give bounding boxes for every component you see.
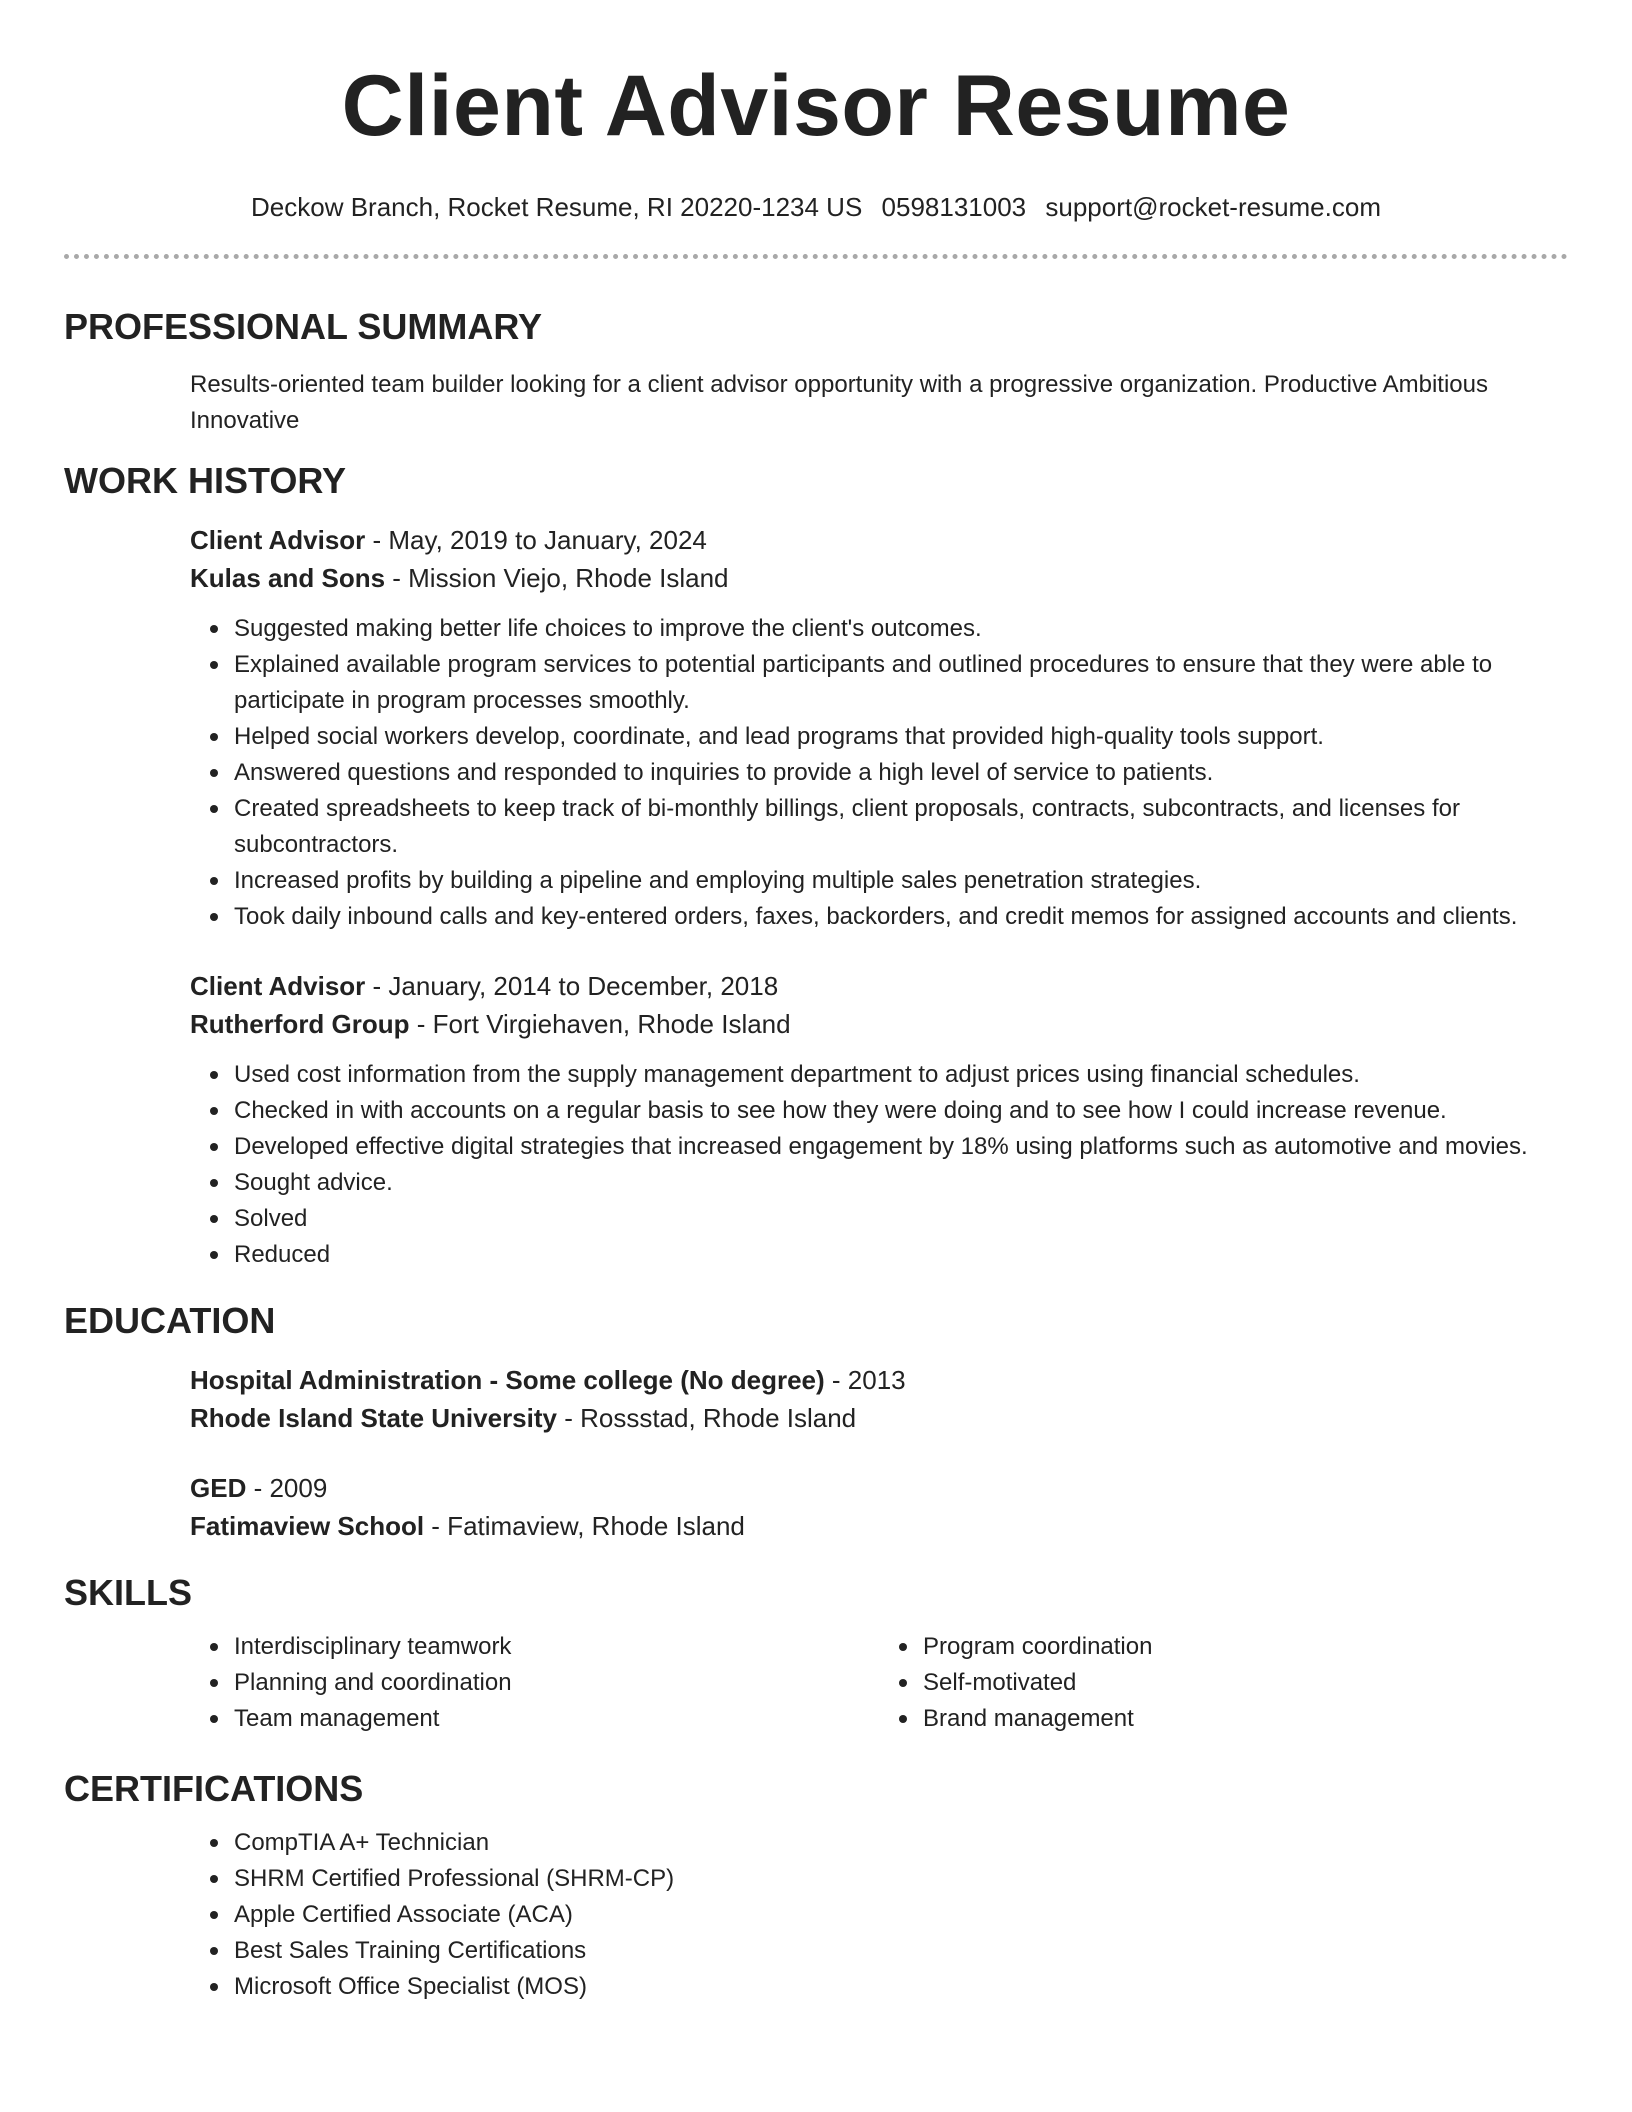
work-history-heading: WORK HISTORY — [64, 460, 347, 501]
education-school-line — [190, 1399, 1568, 1437]
list-item: Reduced — [234, 1237, 1568, 1273]
list-item: Program coordination — [923, 1629, 1568, 1665]
job-location: - Fort Virgiehaven, Rhode Island — [409, 1009, 791, 1039]
list-item: Created spreadsheets to keep track of bi-monthly billings, client proposals, contracts, subcontracts, and licenses for subcontractors. — [234, 791, 1568, 863]
list-item: Explained available program services to potential participants and outlined procedures to ensure that they were able to participate in program processes smoothly. — [234, 647, 1568, 719]
header-divider — [64, 254, 1568, 259]
education-school-line — [190, 1507, 1568, 1545]
job-title-line — [190, 521, 1568, 559]
job-company-line — [190, 1005, 1568, 1043]
education-entry — [190, 1361, 1568, 1437]
certifications-list — [190, 1825, 1568, 2005]
list-item: Microsoft Office Specialist (MOS) — [234, 1969, 1568, 2005]
section-work-history — [64, 459, 1568, 1273]
education-degree: Hospital Administration - Some college (No degree) — [190, 1365, 825, 1395]
contact-phone: 0598131003 — [881, 192, 1027, 222]
list-item: SHRM Certified Professional (SHRM-CP) — [234, 1861, 1568, 1897]
job-title-line — [190, 967, 1568, 1005]
education-degree-line — [190, 1469, 1568, 1507]
job-company: Kulas and Sons — [190, 563, 386, 593]
list-item: Sought advice. — [234, 1165, 1568, 1201]
list-item: Brand management — [923, 1701, 1568, 1737]
education-degree-line — [190, 1361, 1568, 1399]
list-item: Answered questions and responded to inquiries to provide a high level of service to patients. — [234, 755, 1568, 791]
skills-column-right — [879, 1629, 1568, 1737]
list-item: Suggested making better life choices to improve the client's outcomes. — [234, 611, 1568, 647]
section-education — [64, 1299, 1568, 1545]
certifications-heading: CERTIFICATIONS — [64, 1768, 364, 1809]
job-entry — [190, 521, 1568, 935]
education-heading: EDUCATION — [64, 1300, 276, 1341]
contact-email: support@rocket-resume.com — [1045, 192, 1381, 222]
list-item: Best Sales Training Certifications — [234, 1933, 1568, 1969]
job-bullets — [190, 1057, 1568, 1273]
education-degree: GED — [190, 1473, 247, 1503]
list-item: Interdisciplinary teamwork — [234, 1629, 879, 1665]
list-item: Used cost information from the supply management department to adjust prices using financial schedules. — [234, 1057, 1568, 1093]
education-year: - 2009 — [246, 1473, 328, 1503]
contact-line — [64, 190, 1568, 224]
job-company: Rutherford Group — [190, 1009, 410, 1039]
list-item: Took daily inbound calls and key-entered orders, faxes, backorders, and credit memos for assigned accounts and clients. — [234, 899, 1568, 935]
list-item: Increased profits by building a pipeline and employing multiple sales penetration strategies. — [234, 863, 1568, 899]
list-item: Planning and coordination — [234, 1665, 879, 1701]
job-location: - Mission Viejo, Rhode Island — [385, 563, 729, 593]
job-title: Client Advisor — [190, 525, 366, 555]
education-school: Rhode Island State University — [190, 1403, 557, 1433]
job-dates: - January, 2014 to December, 2018 — [365, 971, 779, 1001]
resume-title: Client Advisor Resume — [341, 58, 1291, 154]
list-item: CompTIA A+ Technician — [234, 1825, 1568, 1861]
list-item: Apple Certified Associate (ACA) — [234, 1897, 1568, 1933]
education-location: - Rossstad, Rhode Island — [556, 1403, 857, 1433]
education-year: - 2013 — [824, 1365, 906, 1395]
list-item: Self-motivated — [923, 1665, 1568, 1701]
education-school: Fatimaview School — [190, 1511, 425, 1541]
job-bullets — [190, 611, 1568, 935]
job-title: Client Advisor — [190, 971, 366, 1001]
education-location: - Fatimaview, Rhode Island — [424, 1511, 745, 1541]
skills-grid — [190, 1629, 1568, 1737]
skills-column-left — [190, 1629, 879, 1737]
skills-heading: SKILLS — [64, 1572, 193, 1613]
list-item: Team management — [234, 1701, 879, 1737]
education-entry — [190, 1469, 1568, 1545]
contact-address: Deckow Branch, Rocket Resume, RI 20220-1234 US — [251, 192, 863, 222]
section-summary — [64, 305, 1568, 439]
job-company-line — [190, 559, 1568, 597]
section-certifications — [64, 1767, 1568, 2005]
job-entry — [190, 967, 1568, 1273]
list-item: Developed effective digital strategies that increased engagement by 18% using platforms such as automotive and movies. — [234, 1129, 1568, 1165]
section-skills — [64, 1571, 1568, 1737]
list-item: Solved — [234, 1201, 1568, 1237]
list-item: Helped social workers develop, coordinate, and lead programs that provided high-quality tools support. — [234, 719, 1568, 755]
list-item: Checked in with accounts on a regular basis to see how they were doing and to see how I could increase revenue. — [234, 1093, 1568, 1129]
job-dates: - May, 2019 to January, 2024 — [365, 525, 707, 555]
summary-text: Results-oriented team builder looking for a client advisor opportunity with a progressive organization. Productive Ambitious Innovative — [190, 371, 1489, 434]
summary-heading: PROFESSIONAL SUMMARY — [64, 306, 543, 347]
